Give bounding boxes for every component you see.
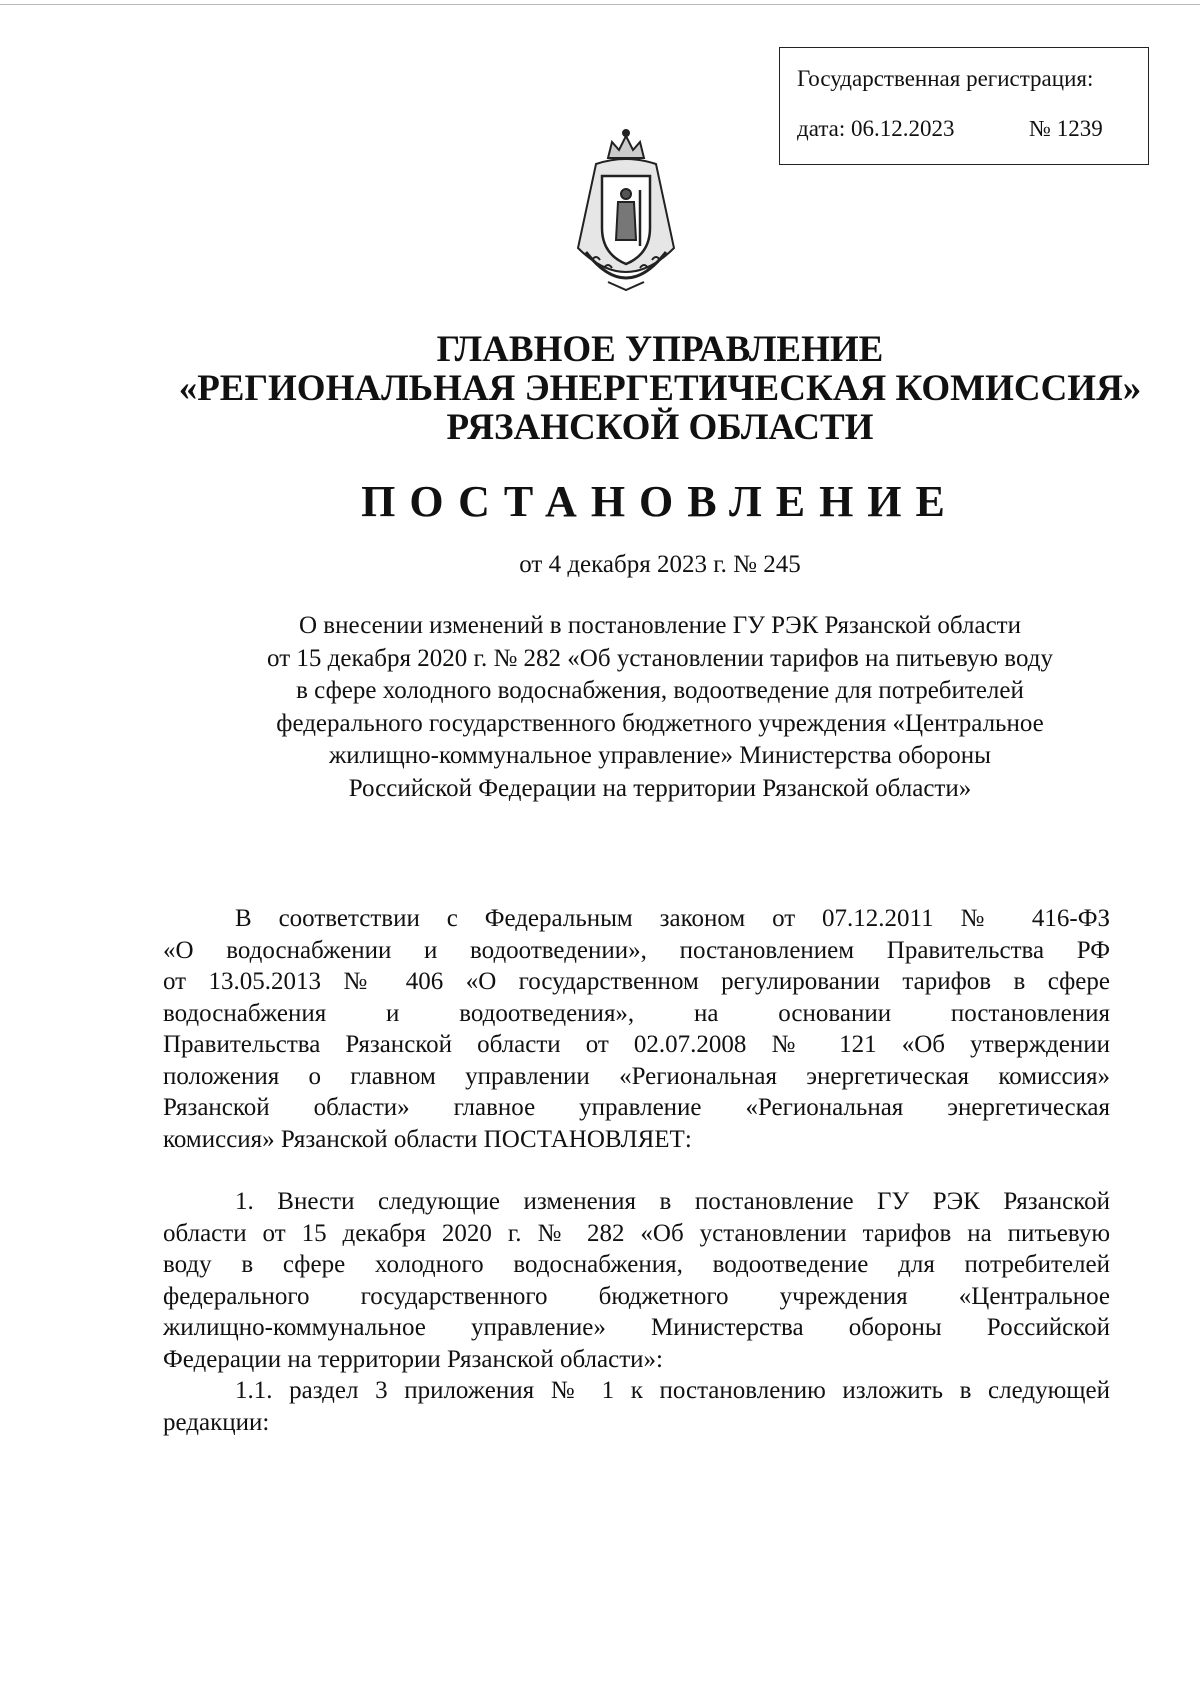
item-1-line: федерального государственного бюджетного учреждения «Центральное	[163, 1282, 1110, 1310]
registration-title: Государственная регистрация:	[797, 66, 1094, 91]
subject-line: федерального государственного бюджетного учреждения «Центральное	[276, 709, 1044, 737]
item-1-line: 1. Внести следующие изменения в постановление ГУ РЭК Рязанской	[235, 1188, 1110, 1215]
registration-number: № 1239	[1029, 116, 1103, 141]
item-1-1-line: редакции:	[163, 1408, 270, 1436]
preamble-line: Правительства Рязанской области от 02.07.2008 № 121 «Об утверждении	[163, 1031, 1110, 1058]
subject-line: О внесении изменений в постановление ГУ РЭК Рязанской области	[299, 612, 1021, 639]
item-1-line: воду в сфере холодного водоснабжения, водоотведение для потребителей	[163, 1251, 1110, 1278]
preamble-line: от 13.05.2013 № 406 «О государственном регулировании тарифов в сфере	[163, 968, 1110, 995]
document-type-heading: ПОСТАНОВЛЕНИЕ	[361, 477, 959, 526]
item-1-1-line: 1.1. раздел 3 приложения № 1 к постановлению изложить в следующей	[235, 1377, 1110, 1404]
document-body	[163, 903, 1110, 1438]
org-line-3: РЯЗАНСКОЙ ОБЛАСТИ	[446, 407, 874, 448]
organization-name	[0, 330, 1200, 447]
preamble-line: Рязанской области» главное управление «Региональная энергетическая	[163, 1094, 1110, 1121]
subject-line: от 15 декабря 2020 г. № 282 «Об установлении тарифов на питьевую воду	[267, 644, 1053, 672]
preamble-paragraph	[163, 903, 1110, 1155]
preamble-line: «О водоснабжении и водоотведении», постановлением Правительства РФ	[163, 936, 1110, 964]
document-subject	[165, 610, 1155, 806]
subject-line: жилищно-коммунальное управление» Министерства обороны	[329, 742, 991, 770]
preamble-line: водоснабжения и водоотведения», на основании постановления	[163, 999, 1110, 1027]
document-date-number: от 4 декабря 2023 г. № 245	[519, 551, 801, 578]
subject-line: в сфере холодного водоснабжения, водоотведение для потребителей	[296, 677, 1024, 705]
preamble-line: В соответствии с Федеральным законом от 07.12.2011 № 416-ФЗ	[235, 905, 1110, 932]
preamble-line: положения о главном управлении «Региональная энергетическая комиссия»	[163, 1062, 1110, 1090]
registration-date: дата: 06.12.2023	[797, 116, 955, 141]
scan-edge-line	[0, 4, 1200, 5]
item-1-paragraph	[163, 1186, 1110, 1375]
subject-line: Российской Федерации на территории Рязанской области»	[348, 774, 972, 802]
item-1-line: жилищно-коммунальное управление» Министерства обороны Российской	[163, 1314, 1110, 1341]
item-1-line: Федерации на территории Рязанской области»:	[163, 1345, 663, 1373]
org-line-1: ГЛАВНОЕ УПРАВЛЕНИЕ	[436, 329, 884, 370]
item-1-1-paragraph	[163, 1375, 1110, 1438]
item-1-line: области от 15 декабря 2020 г. № 282 «Об установлении тарифов на питьевую	[163, 1219, 1110, 1247]
preamble-line: комиссия» Рязанской области ПОСТАНОВЛЯЕТ:	[163, 1125, 692, 1153]
registration-stamp	[779, 47, 1149, 165]
org-line-2: «РЕГИОНАЛЬНАЯ ЭНЕРГЕТИЧЕСКАЯ КОМИССИЯ»	[178, 368, 1142, 409]
ryazan-coat-of-arms-icon	[556, 128, 696, 296]
